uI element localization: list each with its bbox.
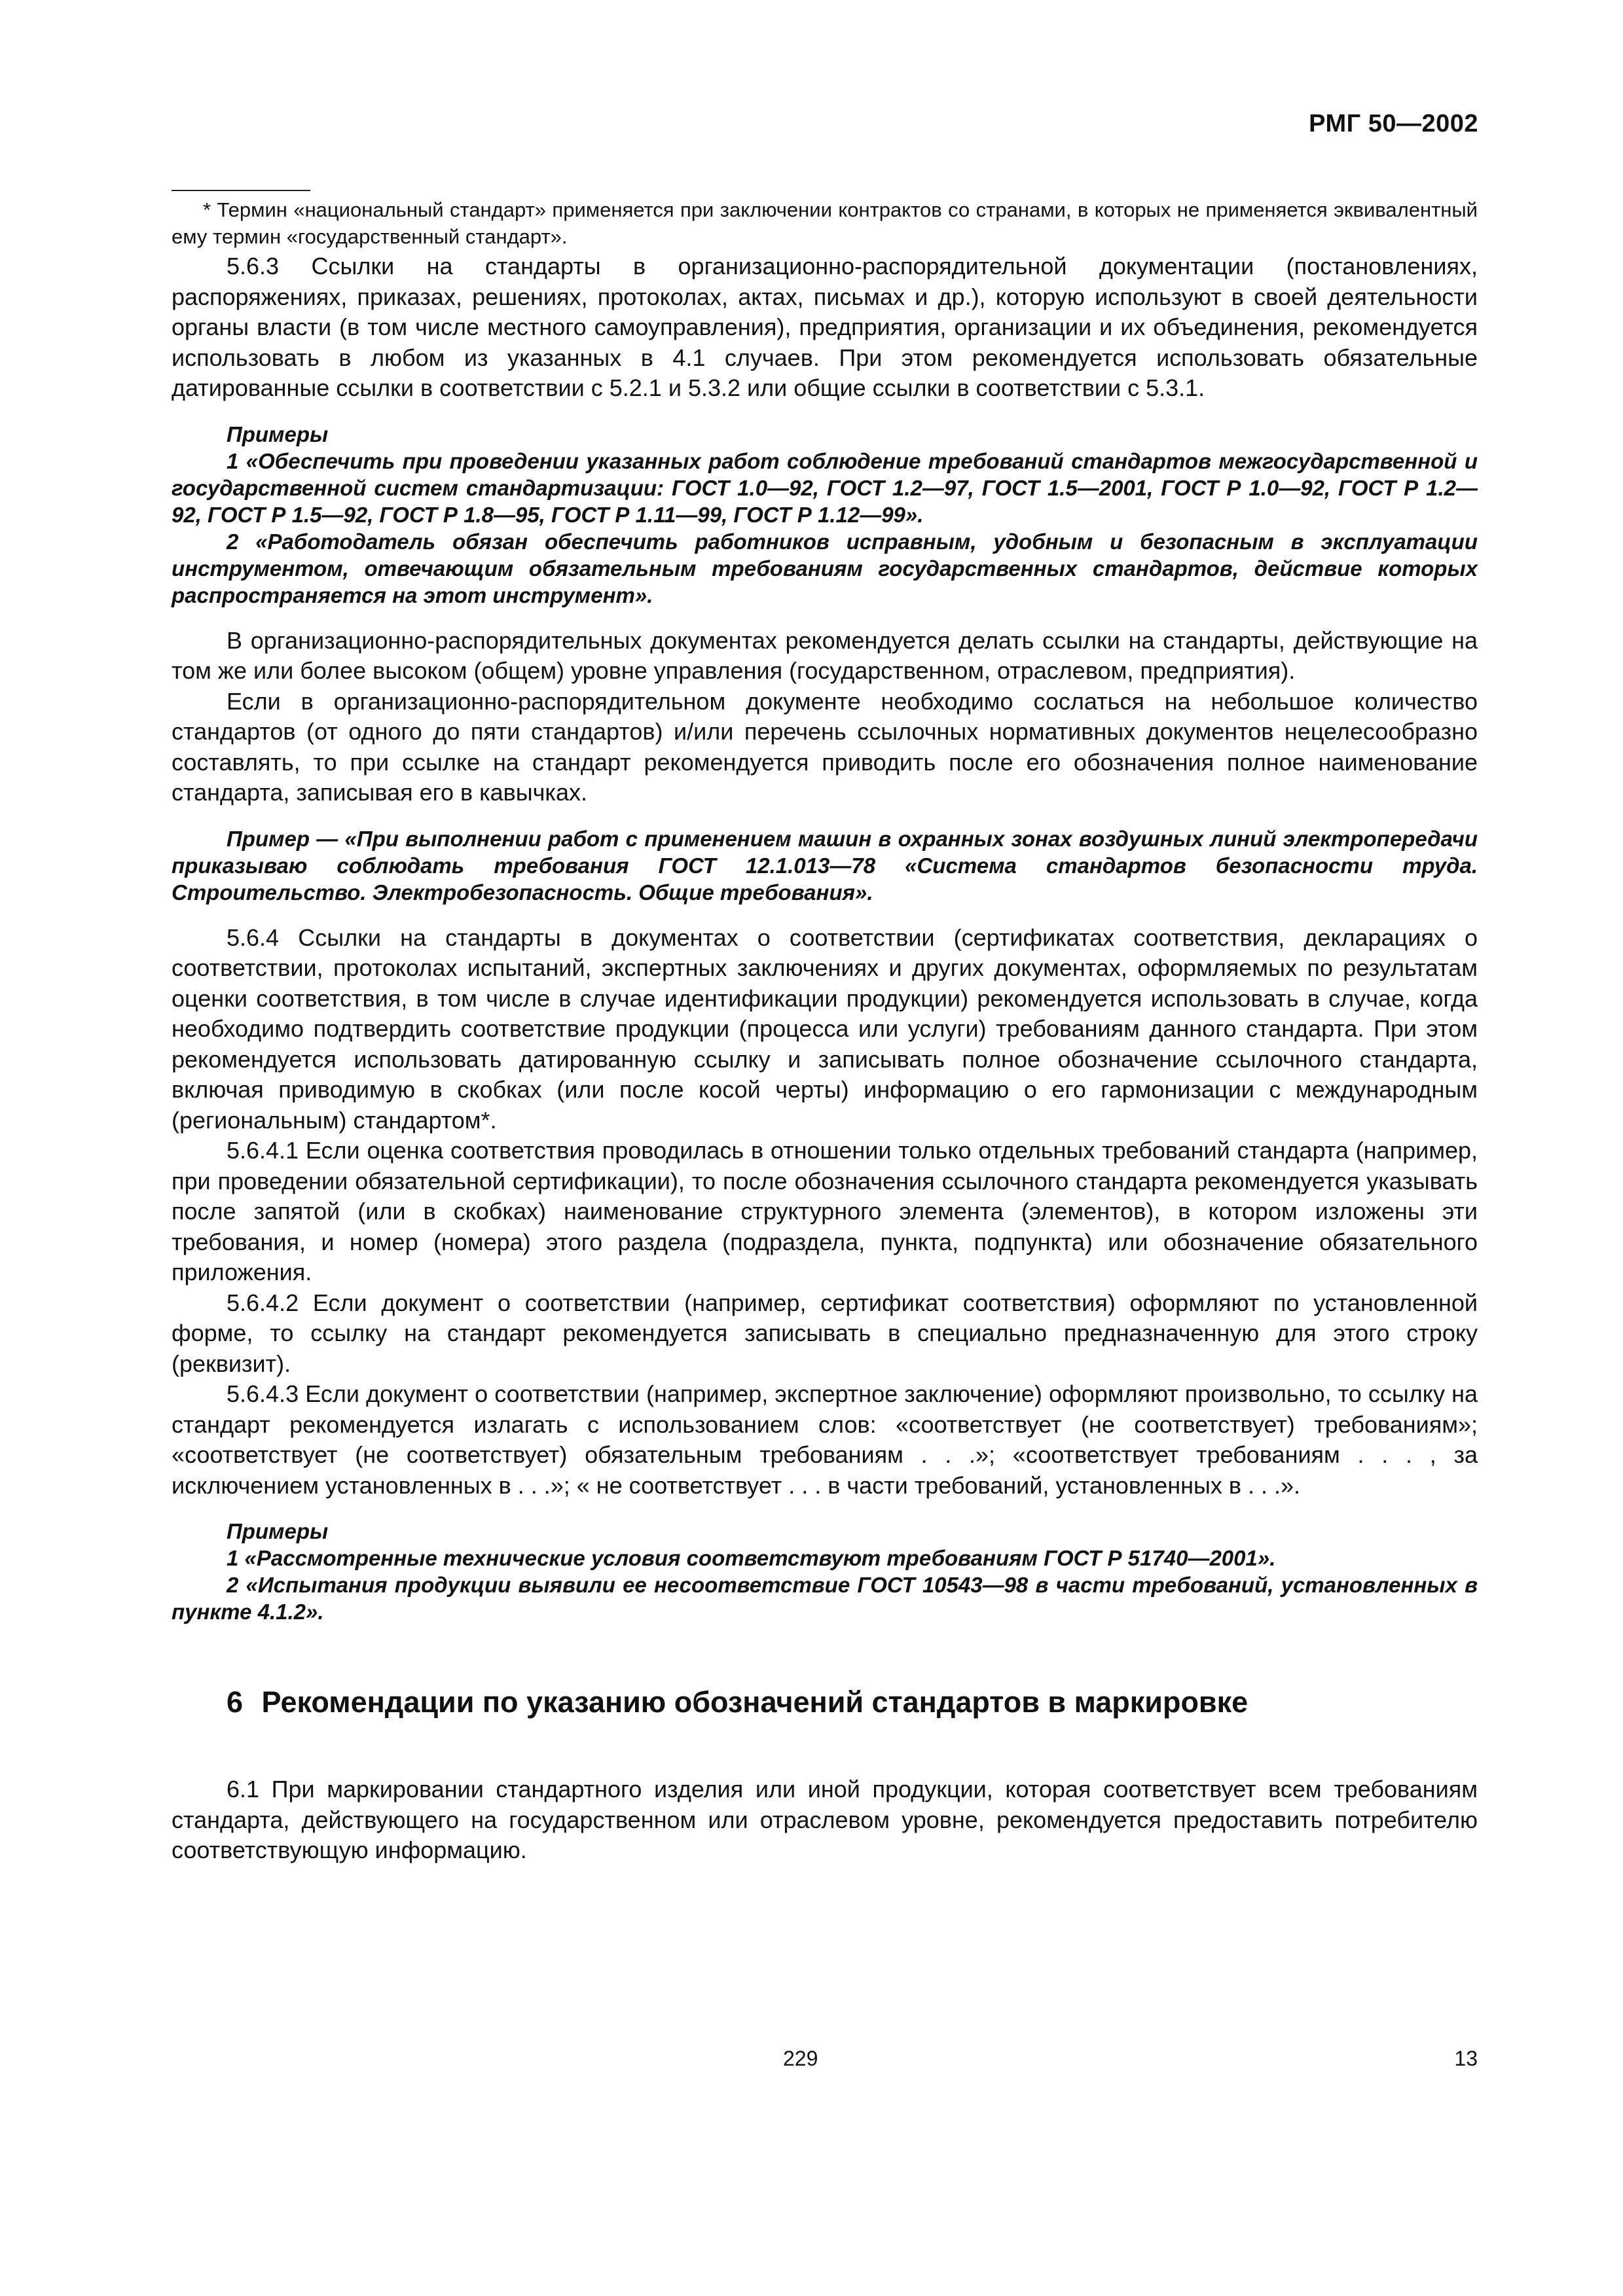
clause-5-6-4: 5.6.4 Ссылки на стандарты в документах о соответствии (сертификатах соответствия, декларациях о соответствии, протоколах испытаний, экспертных заключениях и других документах, оформляемых по результатам оценки соответствия, в том числе в случае идентификации продукции) рекомендуется использовать в случае, когда необходимо подтвердить соответствие продукции (процесса или услуги) требованиям данного стандарта. При этом рекомендуется использовать датированную ссылку и записывать полное обозначение ссылочного стандарта, включая приводимую в скобках (или после косой черты) информацию о его гармонизации с международным (региональным) стандартом*.	[172, 924, 1478, 1134]
page-content	[172, 190, 1478, 1866]
paragraph-org-docs: В организационно-распорядительных документах рекомендуется делать ссылки на стандарты, действующие на том же или более высоком (общем) уровне управления (государственном, отраслевом, предприятия).	[172, 626, 1478, 684]
examples-heading: Примеры	[227, 1519, 329, 1543]
example-item: 2 «Испытания продукции выявили ее несоответствие ГОСТ 10543—98 в части требований, установленных в пункте 4.1.2».	[172, 1573, 1478, 1624]
example-item: Пример — «При выполнении работ с применением машин в охранных зонах воздушных линий электропередачи приказываю соблюдать требования ГОСТ 12.1.013—78 «Система стандартов безопасности труда. Строительство. Электробезопасность. Общие требования».	[172, 826, 1478, 905]
examples-heading: Примеры	[227, 422, 329, 446]
clause-6-1: 6.1 При маркировании стандартного изделия или иной продукции, которая соответствует всем требованиям стандарта, действующего на государственном или отраслевом уровне, рекомендуется предоставить потребителю соответствующую информацию.	[172, 1776, 1478, 1863]
page-number-right: 13	[1454, 2047, 1478, 2070]
clause-5-6-4-3: 5.6.4.3 Если документ о соответствии (например, экспертное заключение) оформляют произвольно, то ссылку на стандарт рекомендуется излагать с использованием слов: «соответствует (не соответствует) требованиям»; «соответствует (не соответствует) обязательным требованиям . . .»; «соответствует требованиям . . . , за исключением установленных в . . .»; « не соответствует . . . в части требований, установленных в . . .».	[172, 1380, 1478, 1499]
clause-5-6-4-1: 5.6.4.1 Если оценка соответствия проводилась в отношении только отдельных требований стандарта (например, при проведении обязательной сертификации), то после обозначения ссылочного стандарта рекомендуется указывать после запятой (или в скобках) наименование структурного элемента (элементов), в котором изложены эти требования, и номер (номера) этого раздела (подраздела, пункта, подпункта) или обозначение обязательного приложения.	[172, 1137, 1478, 1285]
example-item: 2 «Работодатель обязан обеспечить работников исправным, удобным и безопасным в эксплуатации инструментом, отвечающим обязательным требованиям государственных стандартов, действие которых распространяется на этот инструмент».	[172, 529, 1478, 607]
examples-block-1	[172, 421, 1478, 609]
example-item: 1 «Рассмотренные технические условия соответствуют требованиям ГОСТ Р 51740—2001».	[227, 1546, 1276, 1570]
section-title: Рекомендации по указанию обозначений стандартов в маркировке	[261, 1685, 1249, 1719]
paragraph-org-docs-2: Если в организационно-распорядительном документе необходимо сослаться на небольшое количество стандартов (от одного до пяти стандартов) и/или перечень ссылочных нормативных документов нецелесообразно составлять, то при ссылке на стандарт рекомендуется приводить после его обозначения полное наименование стандарта, записывая его в кавычках.	[172, 687, 1478, 806]
clause-5-6-4-2: 5.6.4.2 Если документ о соответствии (например, сертификат соответствия) оформляют по установленной форме, то ссылку на стандарт рекомендуется записывать в специально предназначенную для этого строку (реквизит).	[172, 1289, 1478, 1377]
footnote-separator	[172, 190, 310, 191]
example-block-single	[172, 825, 1478, 906]
examples-block-2	[172, 1518, 1478, 1625]
clause-5-6-3: 5.6.3 Ссылки на стандарты в организационно-распорядительной документации (постановлениях, распоряжениях, приказах, решениях, протоколах, актах, письмах и др.), которую используют в своей деятельности органы власти (в том числе местного самоуправления), предприятия, организации и их объединения, рекомендуется использовать в любом из указанных в 4.1 случаев. При этом рекомендуется использовать обязательные датированные ссылки в соответствии с 5.2.1 и 5.3.2 или общие ссылки в соответствии с 5.3.1.	[172, 253, 1478, 401]
example-item: 1 «Обеспечить при проведении указанных работ соблюдение требований стандартов межгосударственной и государственной систем стандартизации: ГОСТ 1.0—92, ГОСТ 1.2—97, ГОСТ 1.5—2001, ГОСТ Р 1.0—92, ГОСТ Р 1.2—92, ГОСТ Р 1.5—92, ГОСТ Р 1.8—95, ГОСТ Р 1.11—99, ГОСТ Р 1.12—99».	[172, 448, 1478, 527]
section-6-heading	[172, 1684, 1478, 1721]
page-number-center: 229	[783, 2047, 818, 2070]
footnote: * Термин «национальный стандарт» применяется при заключении контрактов со странами, в которых не применяется эквивалентный ему термин «государственный стандарт».	[172, 198, 1478, 248]
section-number: 6	[227, 1685, 244, 1719]
document-code: РМГ 50—2002	[1309, 110, 1478, 137]
